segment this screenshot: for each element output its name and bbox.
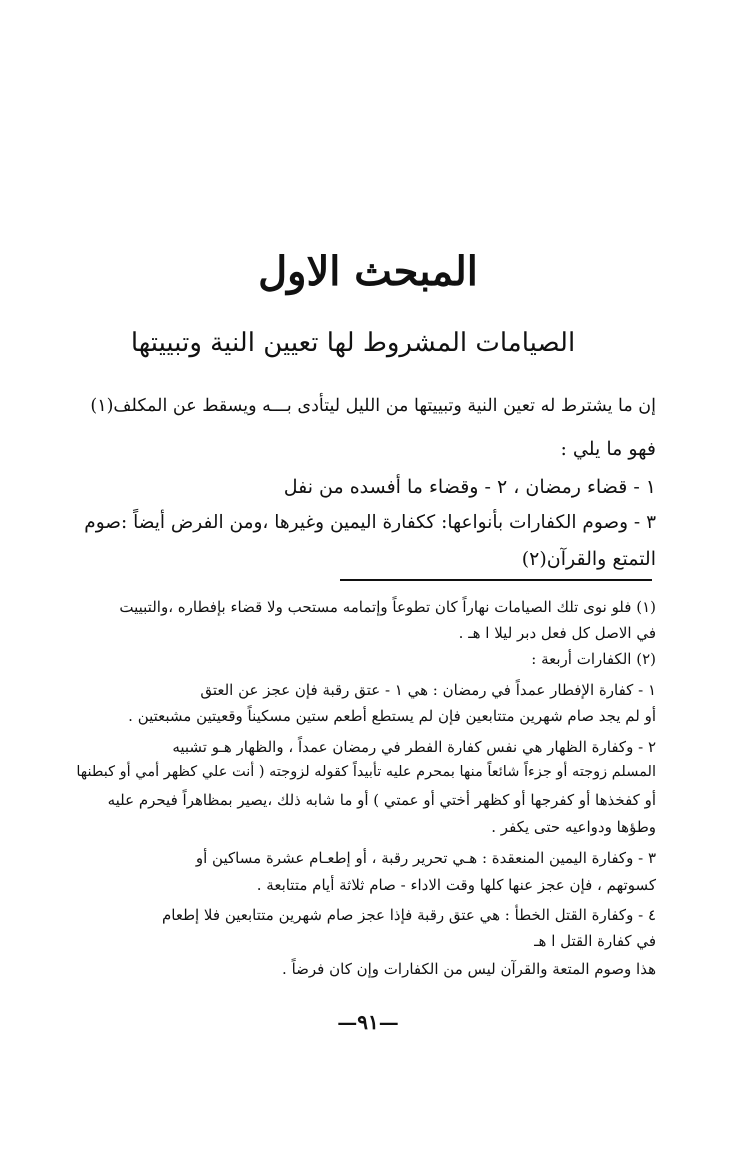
body-intro-line-1: إن ما يشترط له تعين النية وتبييتها من الليل ليتأدى بـــه ويسقط عن المكلف(١) <box>90 396 656 416</box>
body-intro-line-2: فهو ما يلي : <box>560 438 656 460</box>
kaffara-2-line-2: المسلم زوجته أو جزءاً شائعاً منها بمحرم عليه تأبيداً كقوله لزوجته ( أنت علي كظهر أمي أو كبطنها <box>76 764 656 780</box>
section-title: الصيامات المشروط لها تعيين النية وتبييتها <box>130 328 576 358</box>
kaffara-2-line-4: وطؤها ودواعيه حتى يكفر . <box>491 818 656 836</box>
kaffara-3-line-2: كسوتهم ، فإن عجز عنها كلها وقت الاداء - صام ثلاثة أيام متتابعة . <box>256 876 656 894</box>
kaffara-2-line-1: ٢ - وكفارة الظهار هي نفس كفارة الفطر في رمضان عمداً ، والظهار هـو تشبيه <box>172 738 656 756</box>
kaffara-4-line-2: في كفارة القتل ا هـ <box>534 932 656 950</box>
footnote-2-heading: (٢) الكفارات أربعة : <box>531 650 656 668</box>
footnote-1-line-2: في الاصل كل فعل دبر ليلا ا هـ . <box>458 624 656 642</box>
footnote-1-line-1: (١) فلو نوى تلك الصيامات نهاراً كان تطوعاً وإتمامه مستحب ولا قضاء بإفطاره ،والتبييت <box>119 598 656 616</box>
chapter-title: المبحث الاول <box>258 248 478 295</box>
body-item-1-2: ١ - قضاء رمضان ، ٢ - وقضاء ما أفسده من نفل <box>283 476 656 498</box>
kaffara-2-line-3: أو كفخذها أو كفرجها أو كظهر أختي أو عمتي ) أو ما شابه ذلك ،يصير بمظاهراً فيحرم عليه <box>107 791 656 809</box>
page-number: —٩١— <box>337 1010 399 1034</box>
body-item-3-line-1: ٣ - وصوم الكفارات بأنواعها: ككفارة اليمين وغيرها ،ومن الفرض أيضاً :صوم <box>84 512 656 533</box>
final-note: هذا وصوم المتعة والقرآن ليس من الكفارات وإن كان فرضاً . <box>282 960 656 978</box>
body-item-3-line-2: التمتع والقرآن(٢) <box>521 548 656 570</box>
footnote-divider <box>340 579 652 581</box>
kaffara-4-line-1: ٤ - وكفارة القتل الخطأ : هي عتق رقبة فإذا عجز صام شهرين متتابعين فلا إطعام <box>161 906 656 924</box>
kaffara-1-line-2: أو لم يجد صام شهرين متتابعين فإن لم يستطع أطعم ستين مسكيناً وقعيتين مشبعتين . <box>128 707 656 725</box>
kaffara-3-line-1: ٣ - وكفارة اليمين المنعقدة : هـي تحرير رقبة ، أو إطعـام عشرة مساكين أو <box>195 849 656 867</box>
kaffara-1-line-1: ١ - كفارة الإفطار عمداً في رمضان : هي ١ - عتق رقبة فإن عجز عن العتق <box>200 681 656 699</box>
